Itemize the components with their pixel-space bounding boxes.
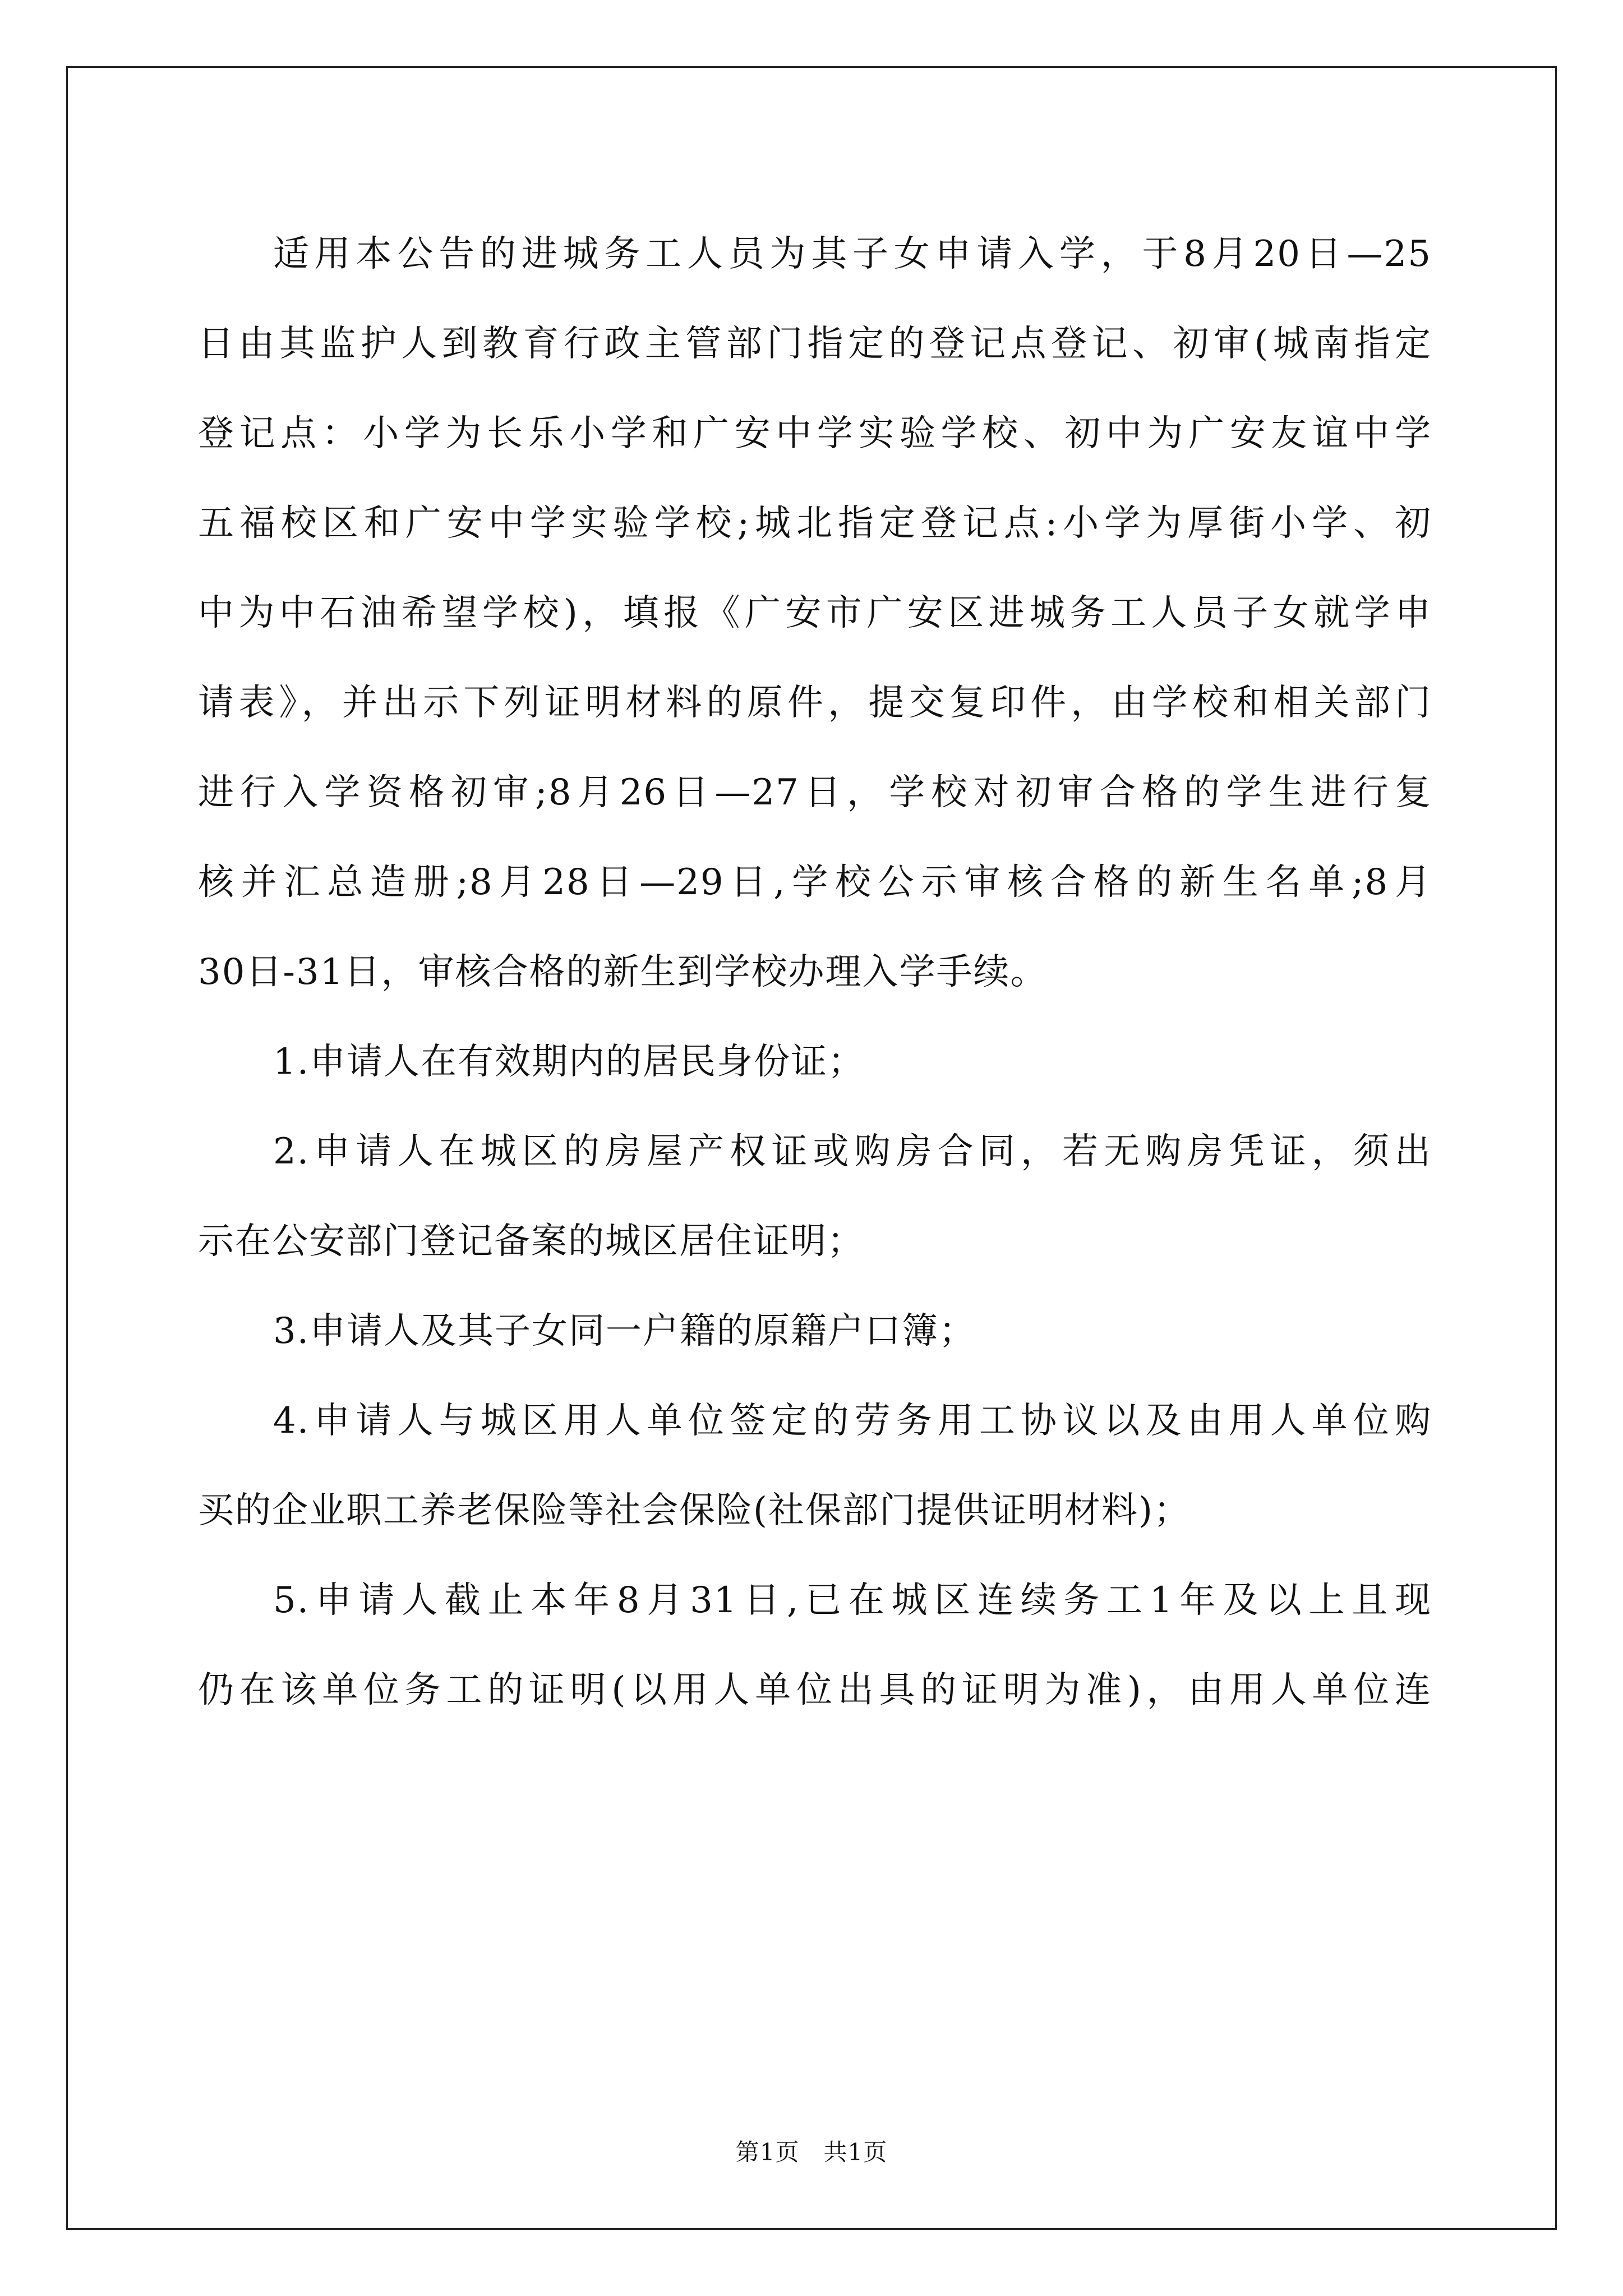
list-item-continuation: 示在公安部门登记备案的城区居住证明； [198,1221,864,1262]
paragraph-line: 登记点：小学为长乐小学和广安中学实验学校、初中为广安友谊中学 [198,413,1432,454]
list-item-continuation: 买的企业职工养老保险等社会保险(社保部门提供证明材料)； [198,1490,1191,1531]
page-footer [0,2138,1623,2166]
paragraph-line: 请表》，并出示下列证明材料的原件，提交复印件，由学校和相关部门 [198,682,1432,724]
paragraph-line: 日由其监护人到教育行政主管部门指定的登记点登记、初审(城南指定 [198,323,1432,365]
paragraph-line: 五福校区和广安中学实验学校;城北指定登记点:小学为厚街小学、初 [198,503,1432,544]
paragraph-line: 适用本公告的进城务工人员为其子女申请入学，于8月20日—25 [273,233,1432,275]
paragraph-line: 进行入学资格初审;8月26日—27日，学校对初审合格的学生进行复 [198,772,1432,813]
list-item: 2.申请人在城区的房屋产权证或购房合同，若无购房凭证，须出 [273,1131,1432,1172]
list-item: 3.申请人及其子女同一户籍的原籍户口簿； [273,1310,976,1352]
list-item: 5.申请人截止本年8月31日,已在城区连续务工1年及以上且现 [273,1580,1432,1621]
paragraph-line: 中为中石油希望学校)，填报《广安市广安区进城务工人员子女就学申 [198,592,1432,634]
page-number: 第1页 [735,2138,800,2166]
list-item: 1.申请人在有效期内的居民身份证； [273,1041,865,1083]
paragraph-line: 核并汇总造册;8月28日—29日,学校公示审核合格的新生名单;8月 [198,862,1432,903]
list-item-continuation: 仍在该单位务工的证明(以用人单位出具的证明为准)，由用人单位连 [198,1669,1432,1711]
list-item: 4.申请人与城区用人单位签定的劳务用工协议以及由用人单位购 [273,1400,1432,1442]
page-total: 共1页 [823,2138,888,2166]
paragraph-line: 30日-31日，审核合格的新生到学校办理入学手续。 [198,951,1048,993]
